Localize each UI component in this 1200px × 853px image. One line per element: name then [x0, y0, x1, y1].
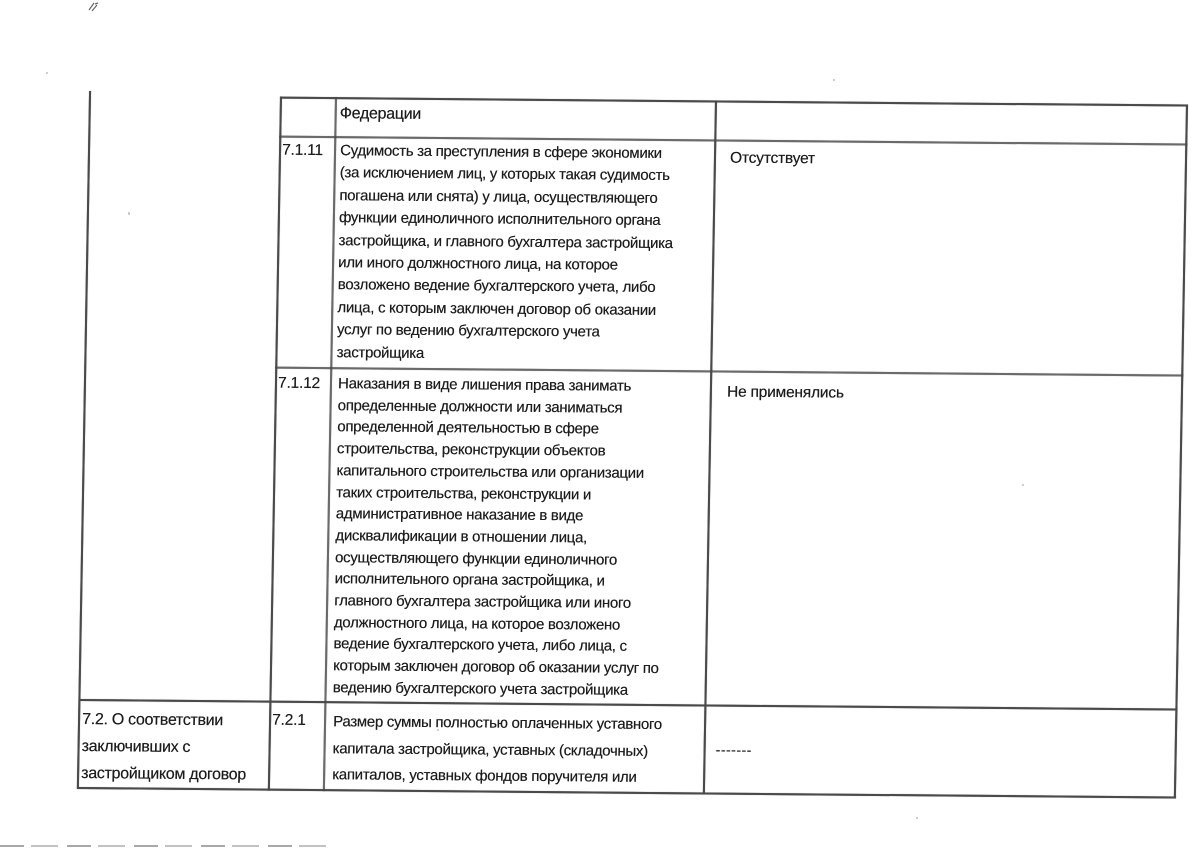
- declaration-table-scan: [78, 95, 1190, 805]
- scan-speck: [46, 72, 48, 74]
- table-border-right: [1174, 105, 1188, 799]
- scan-speck: [833, 79, 835, 81]
- table-divider-section-number: [268, 97, 282, 791]
- cell-value-7-1-11: Отсутствует: [729, 149, 815, 168]
- cell-section-7-2: 7.2. О соответствии заключивших с застройщиком договор: [80, 711, 246, 784]
- cell-description-7-1-11: Судимость за преступления в сфере экономики (за исключением лиц, у которых такая судимость погашена или снята) у лица, осуществляющего функции единоличного исполнительного органа застройщика, и главного бухгалтера застройщика или иного должностного лица, на которое возложено ведение бухгалтерского учета, либо лица, с которым заключен договор об оказании услуг по ведению бухгалтерского учета застройщика: [336, 142, 673, 362]
- pen-mark-icon: [86, 1, 102, 14]
- table-border-left: [77, 91, 91, 789]
- cell-number-7-1-12: 7.1.12: [277, 374, 321, 393]
- scan-artifact-line: [0, 845, 334, 847]
- cell-description-7-2-1: Размер суммы полностью оплаченных уставного капитала застройщика, уставных (складочных) капиталов, уставных фондов поручителя или: [331, 713, 662, 786]
- cell-number-7-1-11: 7.1.11: [281, 141, 323, 160]
- scan-speck: [916, 817, 918, 819]
- cell-number-7-2-1: 7.2.1: [271, 711, 306, 729]
- cell-description-7-1-12: Наказания в виде лишения права занимать определенные должности или заниматься определенной деятельностью в сфере строительства, реконструкции объектов капитального строительства или организации таких строительства, реконструкции и административное наказание в виде дисквалификации в отношении лица, осуществляющего функции единоличного исполнительного органа застройщика, и главного бухгалтера застройщика или иного должностного лица, на которое возложено ведение бухгалтерского учета, либо лица, с которым заключен договор об оказании услуг по ведению бухгалтерского учета застройщика: [332, 375, 659, 699]
- cell-value-7-2-1: -------: [715, 741, 752, 758]
- cell-value-7-1-12: Не применялись: [726, 383, 844, 402]
- pen-mark: [86, 1, 102, 19]
- cell-description-continuation: Федерации: [339, 105, 421, 123]
